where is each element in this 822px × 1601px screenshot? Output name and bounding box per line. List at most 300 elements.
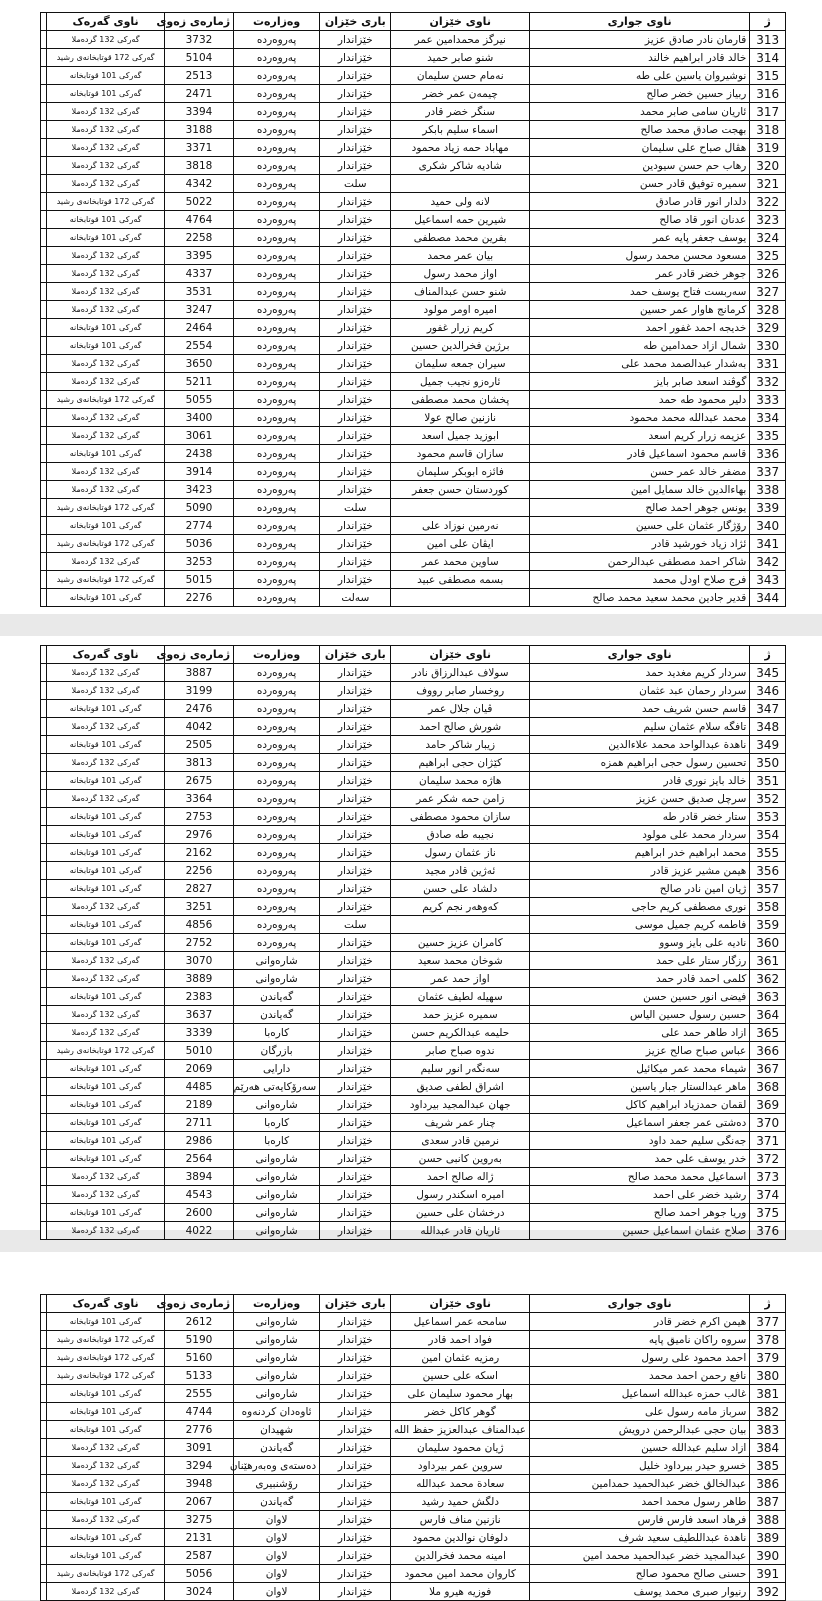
cell-ministry: پەروەردە [234,880,320,898]
cell-ministry: پەروەردە [234,139,320,157]
cell-bank: گەرکی 132 گردەملا [47,373,165,391]
table-row [41,1421,786,1439]
cell-name: عدنان انور قاد صالح [529,211,749,229]
cell-holder-status: خێزاندار [320,373,391,391]
cell-name: محمد ابراهیم خدر ابراهیم [529,844,749,862]
cell-seq: 330 [750,337,786,355]
cell-name: تحسین رسول حجی ابراهیم همزه [529,754,749,772]
cell-bank: گەرکی 132 گردەملا [47,1186,165,1204]
cut-edge [41,1349,47,1367]
cell-ministry: شارەوانی [234,1168,320,1186]
cell-seq: 378 [750,1331,786,1349]
cell-name: نوری مصطفی کریم حاجی [529,898,749,916]
table-row [41,1060,786,1078]
cell-ministry: پەروەردە [234,211,320,229]
cell-name: خالد بایز نوری قادر [529,772,749,790]
cut-edge [41,808,47,826]
cell-holder-name: ابوزید جمیل اسعد [391,427,530,445]
cell-ministry: پەروەردە [234,445,320,463]
cell-count: 5160 [164,1349,233,1367]
cut-edge [41,1078,47,1096]
cell-count: 2600 [164,1204,233,1222]
cell-holder-status: خێزاندار [320,772,391,790]
cell-name: ئاریان سامی صابر محمد [529,103,749,121]
cell-bank: گەرکی 132 گردەملا [47,952,165,970]
cell-bank: گەرکی 132 گردەملا [47,265,165,283]
cell-name: هیمن مشیر عزیز قادر [529,862,749,880]
cell-holder-status: خێزاندار [320,355,391,373]
cell-seq: 392 [750,1583,786,1601]
cell-bank: گەرکی 101 قوتابخانە [47,1547,165,1565]
table-row [41,175,786,193]
cell-ministry: پەروەردە [234,700,320,718]
cell-ministry: شارەوانی [234,1349,320,1367]
cell-seq: 364 [750,1006,786,1024]
cell-holder-name: گوهر کاکل خضر [391,1403,530,1421]
cell-ministry: کارەبا [234,1132,320,1150]
cell-name: یوسف جعفر پایه عمر [529,229,749,247]
cell-ministry: کارەبا [234,1024,320,1042]
cell-holder-name: چیمەن عمر خضر [391,85,530,103]
table-row [41,409,786,427]
table-row [41,31,786,49]
cell-bank: گەرکی 101 قوتابخانە [47,1529,165,1547]
cell-holder-name: کوردستان حسن جعفر [391,481,530,499]
table-header-row [41,646,786,664]
cell-name: حسنی صالح محمود صالح [529,1565,749,1583]
table-row [41,1204,786,1222]
cell-bank: گەرکی 101 قوتابخانە [47,67,165,85]
table-row [41,1168,786,1186]
table-row [41,1186,786,1204]
cell-bank: گەرکی 132 گردەملا [47,103,165,121]
cell-ministry: پەروەردە [234,85,320,103]
cut-edge [41,898,47,916]
cell-seq: 384 [750,1439,786,1457]
cell-bank: گەرکی 101 قوتابخانە [47,1096,165,1114]
cell-count: 3091 [164,1439,233,1457]
cell-ministry: گەیاندن [234,988,320,1006]
cell-seq: 320 [750,157,786,175]
cut-edge [41,589,47,607]
cell-holder-status: خێزاندار [320,1583,391,1601]
cell-holder-name: فائزه ابوبکر سلیمان [391,463,530,481]
cell-bank: گەرکی 172 قوتابخانەی رشید [47,535,165,553]
table-row [41,1114,786,1132]
cell-name: رشید خضر علی احمد [529,1186,749,1204]
cell-holder-status: خێزاندار [320,193,391,211]
table-row [41,319,786,337]
cell-count: 4543 [164,1186,233,1204]
cell-seq: 323 [750,211,786,229]
cell-holder-status: خێزاندار [320,1186,391,1204]
cell-holder-name [391,175,530,193]
cut-edge [41,1132,47,1150]
cut-edge [41,880,47,898]
table-row [41,1529,786,1547]
cell-seq: 368 [750,1078,786,1096]
cell-holder-status: سلت [320,499,391,517]
cell-count: 3914 [164,463,233,481]
cell-bank: گەرکی 101 قوتابخانە [47,337,165,355]
cell-ministry: پەروەردە [234,175,320,193]
cell-count: 2711 [164,1114,233,1132]
cell-holder-status: خێزاندار [320,1150,391,1168]
cell-count: 5211 [164,373,233,391]
table-row [41,157,786,175]
cell-ministry: پەروەردە [234,934,320,952]
cell-ministry: پەروەردە [234,247,320,265]
table-row [41,700,786,718]
cut-edge [41,121,47,139]
cell-ministry: شارەوانی [234,1331,320,1349]
header-seq: ژ [750,1295,786,1313]
table-row [41,1078,786,1096]
cut-edge [41,1006,47,1024]
cell-ministry: پەروەردە [234,664,320,682]
cell-count: 4042 [164,718,233,736]
cell-count: 5056 [164,1565,233,1583]
cell-count: 3275 [164,1511,233,1529]
cell-holder-name: سیران جمعه سلیمان [391,355,530,373]
cell-holder-status: خێزاندار [320,898,391,916]
cell-name: مضفر خالد عمر حسن [529,463,749,481]
cut-edge [41,103,47,121]
cell-ministry: پەروەردە [234,103,320,121]
cell-seq: 356 [750,862,786,880]
cell-name: جەنگی سلیم حمد داود [529,1132,749,1150]
cell-name: سرباز مامه رسول علی [529,1403,749,1421]
table-row [41,535,786,553]
cut-edge [41,934,47,952]
cut-edge [41,193,47,211]
cell-holder-name: زامن حمه شکر عمر [391,790,530,808]
cell-count: 4764 [164,211,233,229]
cell-holder-name: نیرگز محمدامین عمر [391,31,530,49]
cell-seq: 348 [750,718,786,736]
table-row [41,517,786,535]
cell-ministry: رۆشنبیری [234,1475,320,1493]
cell-count: 4744 [164,1403,233,1421]
cell-count: 3818 [164,157,233,175]
cell-seq: 329 [750,319,786,337]
cut-edge [41,373,47,391]
cell-bank: گەرکی 101 قوتابخانە [47,988,165,1006]
cell-seq: 315 [750,67,786,85]
cell-holder-name: ندوه صباح صابر [391,1042,530,1060]
cell-holder-status: خێزاندار [320,934,391,952]
table-row [41,862,786,880]
cell-holder-status: خێزاندار [320,1096,391,1114]
cell-bank: گەرکی 132 گردەملا [47,283,165,301]
cut-edge [41,445,47,463]
cell-holder-status: خێزاندار [320,427,391,445]
cell-name: احمد محمود علی رسول [529,1349,749,1367]
cell-holder-status: خێزاندار [320,1168,391,1186]
cell-name: خالد قادر ابراهیم خالند [529,49,749,67]
cell-holder-status: خێزاندار [320,1132,391,1150]
cell-holder-status: خێزاندار [320,1006,391,1024]
cell-count: 2986 [164,1132,233,1150]
cell-bank: گەرکی 101 قوتابخانە [47,517,165,535]
cell-count: 2612 [164,1313,233,1331]
cell-ministry: سەرۆکایەتی هەرێم [234,1078,320,1096]
cell-holder-name: رمزیه عثمان امین [391,1349,530,1367]
table-row [41,1511,786,1529]
cell-count: 2564 [164,1150,233,1168]
cell-seq: 367 [750,1060,786,1078]
cell-holder-status: سەلت [320,589,391,607]
cell-seq: 343 [750,571,786,589]
table-row [41,682,786,700]
cell-name: عباس صباح صالح عزیز [529,1042,749,1060]
cell-holder-name: حلیمه عبدالکریم حسن [391,1024,530,1042]
cell-ministry: لاوان [234,1511,320,1529]
table-row [41,139,786,157]
cut-edge [41,790,47,808]
header-bank: ناوی گەرەک [47,13,165,31]
cell-ministry: پەروەردە [234,736,320,754]
cell-holder-status: خێزاندار [320,1421,391,1439]
cell-holder-status: خێزاندار [320,1439,391,1457]
cell-bank: گەرکی 101 قوتابخانە [47,934,165,952]
cell-holder-name: نجیبه طه صادق [391,826,530,844]
cut-edge [41,772,47,790]
cell-holder-status: خێزاندار [320,754,391,772]
table-row [41,916,786,934]
cell-holder-name: نەمام حسن سلیمان [391,67,530,85]
cell-seq: 389 [750,1529,786,1547]
cell-bank: گەرکی 101 قوتابخانە [47,1493,165,1511]
cell-seq: 346 [750,682,786,700]
table-row [41,193,786,211]
table-row [41,355,786,373]
cell-bank: گەرکی 132 گردەملا [47,247,165,265]
cell-seq: 366 [750,1042,786,1060]
cell-ministry: پەروەردە [234,481,320,499]
cell-bank: گەرکی 172 قوتابخانەی رشید [47,1331,165,1349]
cut-edge [41,1511,47,1529]
cell-holder-status: خێزاندار [320,463,391,481]
cell-holder-status: خێزاندار [320,265,391,283]
cell-holder-name: بسمه مصطفی عبید [391,571,530,589]
cell-ministry: شارەوانی [234,952,320,970]
cell-ministry: گەیاندن [234,1493,320,1511]
table-row [41,481,786,499]
cell-name: بیان حجی عبدالرحمن درویش [529,1421,749,1439]
cut-edge [41,1168,47,1186]
cell-count: 2069 [164,1060,233,1078]
cell-bank: گەرکی 132 گردەملا [47,1583,165,1601]
cell-holder-status: خێزاندار [320,517,391,535]
cut-edge [41,1150,47,1168]
cell-holder-name: سازان محمود مصطفی [391,808,530,826]
cell-holder-name: سازان قاسم محمود [391,445,530,463]
cut-edge [41,13,47,31]
cell-bank: گەرکی 101 قوتابخانە [47,445,165,463]
cell-count: 2587 [164,1547,233,1565]
cell-bank: گەرکی 101 قوتابخانە [47,1150,165,1168]
cell-ministry: دارایی [234,1060,320,1078]
cell-seq: 327 [750,283,786,301]
cut-edge [41,1403,47,1421]
cut-edge [41,553,47,571]
cell-count: 2131 [164,1529,233,1547]
cell-name: جوهر خضر قادر عمر [529,265,749,283]
cell-ministry: شارەوانی [234,1313,320,1331]
cell-holder-name: کریم زرار غفور [391,319,530,337]
cell-bank: گەرکی 132 گردەملا [47,301,165,319]
cell-name: طاهر رسول محمد احمد [529,1493,749,1511]
cell-seq: 374 [750,1186,786,1204]
cell-name: شیماء محمد عمر میکائیل [529,1060,749,1078]
cell-holder-name: دلگش حمید رشید [391,1493,530,1511]
cell-bank: گەرکی 101 قوتابخانە [47,85,165,103]
cell-holder-status: خێزاندار [320,808,391,826]
cell-ministry: لاوان [234,1547,320,1565]
header-count: ژمارەی زەوی [164,13,233,31]
cell-ministry: پەروەردە [234,319,320,337]
cell-holder-name: برژین فخرالدین حسین [391,337,530,355]
cut-edge [41,571,47,589]
cell-holder-status: خێزاندار [320,319,391,337]
cut-edge [41,916,47,934]
cell-seq: 340 [750,517,786,535]
cut-edge [41,1096,47,1114]
cut-edge [41,211,47,229]
table-row [41,67,786,85]
cell-bank: گەرکی 132 گردەملا [47,664,165,682]
cell-ministry: پەروەردە [234,427,320,445]
cut-edge [41,481,47,499]
cell-holder-name: سولاف عبدالرزاق نادر [391,664,530,682]
cell-bank: گەرکی 132 گردەملا [47,463,165,481]
table-row [41,1096,786,1114]
cut-edge [41,67,47,85]
cell-ministry: شارەوانی [234,1150,320,1168]
cell-bank: گەرکی 132 گردەملا [47,754,165,772]
cut-edge [41,1295,47,1313]
cell-bank: گەرکی 132 گردەملا [47,718,165,736]
cell-ministry: پەروەردە [234,517,320,535]
cell-seq: 385 [750,1457,786,1475]
cell-name: قاسم حسن شریف حمد [529,700,749,718]
table-row [41,553,786,571]
table-row [41,211,786,229]
table-row [41,736,786,754]
table-row [41,1024,786,1042]
cell-ministry: پەروەردە [234,121,320,139]
cut-edge [41,718,47,736]
cell-count: 5015 [164,571,233,589]
cell-ministry: شارەوانی [234,1367,320,1385]
cell-seq: 379 [750,1349,786,1367]
table-row [41,499,786,517]
cell-name: بهاءالدین خالد سمایل امین [529,481,749,499]
cell-seq: 387 [750,1493,786,1511]
table-row [41,664,786,682]
cell-seq: 347 [750,700,786,718]
cell-holder-name [391,916,530,934]
cell-name: خدیجه احمد غفور احمد [529,319,749,337]
cell-holder-status: خێزاندار [320,1331,391,1349]
cell-bank: گەرکی 132 گردەملا [47,31,165,49]
cell-ministry: پەروەردە [234,301,320,319]
cell-holder-name: لانه ولی حمید [391,193,530,211]
cut-edge [41,1529,47,1547]
cut-edge [41,535,47,553]
cell-holder-name: ئەژین قادر مجید [391,862,530,880]
cell-name: شاکر احمد مصطفی عبدالرحمن [529,553,749,571]
cell-count: 3889 [164,970,233,988]
cell-name: ماهر عبدالستار جبار یاسین [529,1078,749,1096]
cell-name: قارمان نادر صادق عزيز [529,31,749,49]
cell-count: 2256 [164,862,233,880]
table-row [41,337,786,355]
cell-holder-name: عبدالمناف عبدالعزیز حفظ الله [391,1421,530,1439]
cell-bank: گەرکی 132 گردەملا [47,175,165,193]
cell-seq: 365 [750,1024,786,1042]
cell-name: نافع رحمن احمد محمد [529,1367,749,1385]
cell-name: دلدار انور قادر صادق [529,193,749,211]
cell-seq: 388 [750,1511,786,1529]
cell-holder-status: خێزاندار [320,1385,391,1403]
cut-edge [41,427,47,445]
cut-edge [41,1385,47,1403]
cut-edge [41,1024,47,1042]
cell-holder-status: خێزاندار [320,1114,391,1132]
cell-seq: 358 [750,898,786,916]
cell-name: تافگه سلام عثمان سلیم [529,718,749,736]
cell-holder-name: ساوین محمد عمر [391,553,530,571]
cell-bank: گەرکی 132 گردەملا [47,1006,165,1024]
cell-count: 3400 [164,409,233,427]
table-header-row [41,1295,786,1313]
table-row [41,283,786,301]
table-row [41,1547,786,1565]
table-row [41,373,786,391]
cell-bank: گەرکی 101 قوتابخانە [47,319,165,337]
cut-edge [41,736,47,754]
cell-bank: گەرکی 101 قوتابخانە [47,826,165,844]
cell-count: 2753 [164,808,233,826]
cell-seq: 354 [750,826,786,844]
cell-count: 3531 [164,283,233,301]
cell-bank: گەرکی 132 گردەملا [47,409,165,427]
cell-bank: گەرکی 101 قوتابخانە [47,844,165,862]
cell-name: صلاح عثمان اسماعیل حسین [529,1222,749,1240]
cell-count: 2438 [164,445,233,463]
cell-ministry: شارەوانی [234,1096,320,1114]
cell-ministry: پەروەردە [234,67,320,85]
cell-count: 4856 [164,916,233,934]
cell-seq: 338 [750,481,786,499]
cell-ministry: گەیاندن [234,1439,320,1457]
cell-count: 2471 [164,85,233,103]
header-ministry: وەزارەت [234,1295,320,1313]
cell-holder-status: سلت [320,916,391,934]
cell-holder-name: ئاریان قادر عبدالله [391,1222,530,1240]
cell-name: دەشتی عمر جعفر اسماعیل [529,1114,749,1132]
cell-bank: گەرکی 101 قوتابخانە [47,1114,165,1132]
cell-name: خسرو حیدر بیرداود خلیل [529,1457,749,1475]
cell-seq: 357 [750,880,786,898]
cell-holder-status: خێزاندار [320,229,391,247]
table-header-row [41,13,786,31]
cell-seq: 353 [750,808,786,826]
cell-holder-status: خێزاندار [320,880,391,898]
cell-bank: گەرکی 132 گردەملا [47,1511,165,1529]
